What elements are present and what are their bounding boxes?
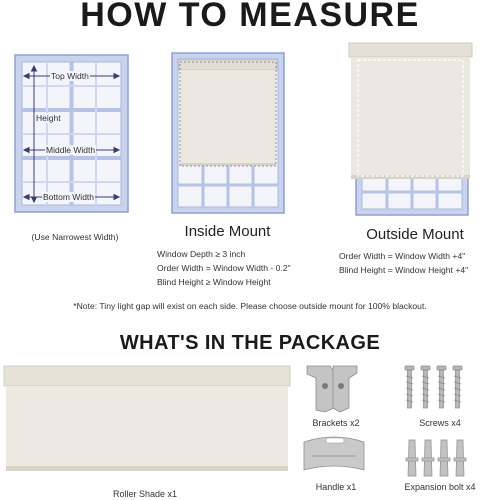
narrowest-width-caption: (Use Narrowest Width) bbox=[31, 232, 119, 242]
inside-mount-line-1: Window Depth ≥ 3 inch bbox=[157, 249, 246, 259]
inside-mount-line-2: Order Width = Window Width - 0.2" bbox=[157, 263, 291, 273]
inside-mount-title: Inside Mount bbox=[184, 223, 271, 240]
blackout-note: *Note: Tiny light gap will exist on each side. Please choose outside mount for 100% blackout. bbox=[73, 301, 427, 311]
height-label: Height bbox=[36, 113, 61, 123]
bottom-width-label: Bottom Width bbox=[43, 192, 95, 202]
top-width-label: Top Width bbox=[51, 71, 89, 81]
handle-label: Handle x1 bbox=[315, 482, 357, 492]
outside-mount-line-1: Order Width = Window Width +4" bbox=[339, 251, 466, 261]
package-title: WHAT'S IN THE PACKAGE bbox=[119, 332, 381, 354]
middle-width-label: Middle Width bbox=[46, 145, 96, 155]
outside-mount-line-2: Blind Height = Window Height +4" bbox=[339, 265, 469, 275]
expansion-bolt-label: Expansion bolt x4 bbox=[404, 482, 476, 492]
outside-mount-title: Outside Mount bbox=[366, 226, 464, 243]
screws-label: Screws x4 bbox=[419, 418, 461, 428]
brackets-label: Brackets x2 bbox=[312, 418, 360, 428]
page-title: HOW TO MEASURE bbox=[80, 0, 420, 34]
inside-mount-line-3: Blind Height ≥ Window Height bbox=[157, 277, 271, 287]
roller-shade-label: Roller Shade x1 bbox=[112, 489, 178, 499]
